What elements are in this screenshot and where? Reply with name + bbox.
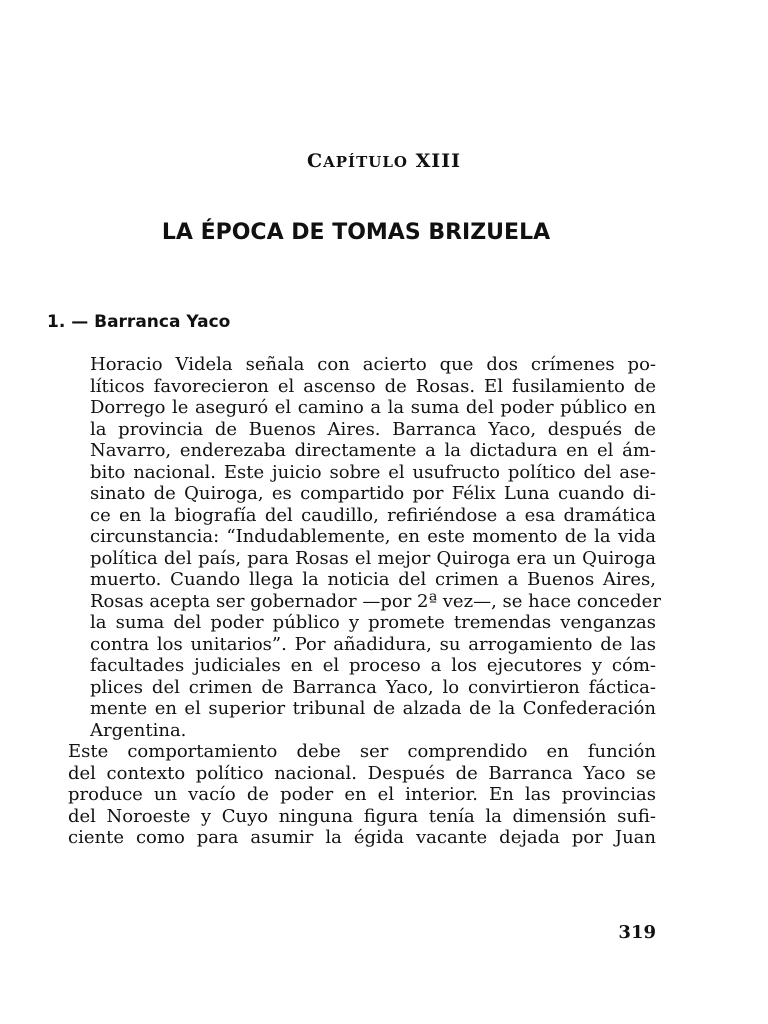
text-line: Argentina. — [90, 719, 187, 741]
text-line: contra los unitarios”. Por añadidura, su arrogamiento de las — [90, 633, 656, 655]
text-line: líticos favorecieron el ascenso de Rosas. El fusilamiento de — [90, 375, 656, 397]
chapter-title: LA ÉPOCA DE TOMAS BRIZUELA — [161, 220, 551, 245]
text-line: Horacio Videla señala con acierto que dos crímenes po- — [90, 354, 656, 375]
chapter-label-initial: C — [307, 150, 324, 172]
chapter-label — [0, 150, 768, 172]
text-line: la suma del poder público y promete tremendas venganzas — [90, 612, 656, 633]
text-line: del Noroeste y Cuyo ninguna figura tenía la dimensión sufi- — [68, 805, 656, 827]
text-line: Navarro, enderezaba directamente a la dictadura en el ám- — [90, 440, 656, 461]
body-text — [34, 354, 661, 849]
chapter-numeral: XIII — [415, 150, 461, 172]
text-line: circunstancia: “Indudablemente, en este momento de la vida — [90, 526, 656, 547]
section-heading: 1. — Barranca Yaco — [47, 312, 231, 332]
text-line: ciente como para asumir la égida vacante dejada por Juan — [68, 827, 656, 848]
text-line: Este comportamiento debe ser comprendido en función — [68, 741, 656, 762]
text-line: sinato de Quiroga, es compartido por Félix Luna cuando di- — [90, 483, 656, 504]
text-line: muerto. Cuando llega la noticia del crimen a Buenos Aires, — [90, 569, 656, 590]
text-line: la provincia de Buenos Aires. Barranca Yaco, después de — [90, 418, 656, 440]
text-line: Rosas acepta ser gobernador —por 2ª vez—, se hace conceder — [90, 590, 661, 612]
text-line: mente en el superior tribunal de alzada de la Confederación — [90, 698, 656, 719]
chapter-label-rest: APÍTULO — [323, 153, 408, 171]
text-line: ce en la biografía del caudillo, refiriéndose a esa dramática — [90, 504, 656, 526]
text-line: facultades judiciales en el proceso a los ejecutores y cóm- — [90, 655, 656, 676]
page-number: 319 — [618, 922, 656, 943]
paragraph-2 — [34, 741, 656, 849]
text-line: bito nacional. Este juicio sobre el usufructo político del ase- — [90, 461, 656, 483]
paragraph-1 — [34, 354, 661, 741]
text-line: Dorrego le aseguró el camino a la suma del poder público en — [90, 397, 656, 418]
text-line: del contexto político nacional. Después de Barranca Yaco se — [68, 762, 656, 784]
text-line: política del país, para Rosas el mejor Quiroga era un Quiroga — [90, 547, 656, 569]
text-line: produce un vacío de poder en el interior. En las provincias — [68, 784, 656, 805]
text-line: plices del crimen de Barranca Yaco, lo convirtieron fáctica- — [90, 676, 656, 698]
